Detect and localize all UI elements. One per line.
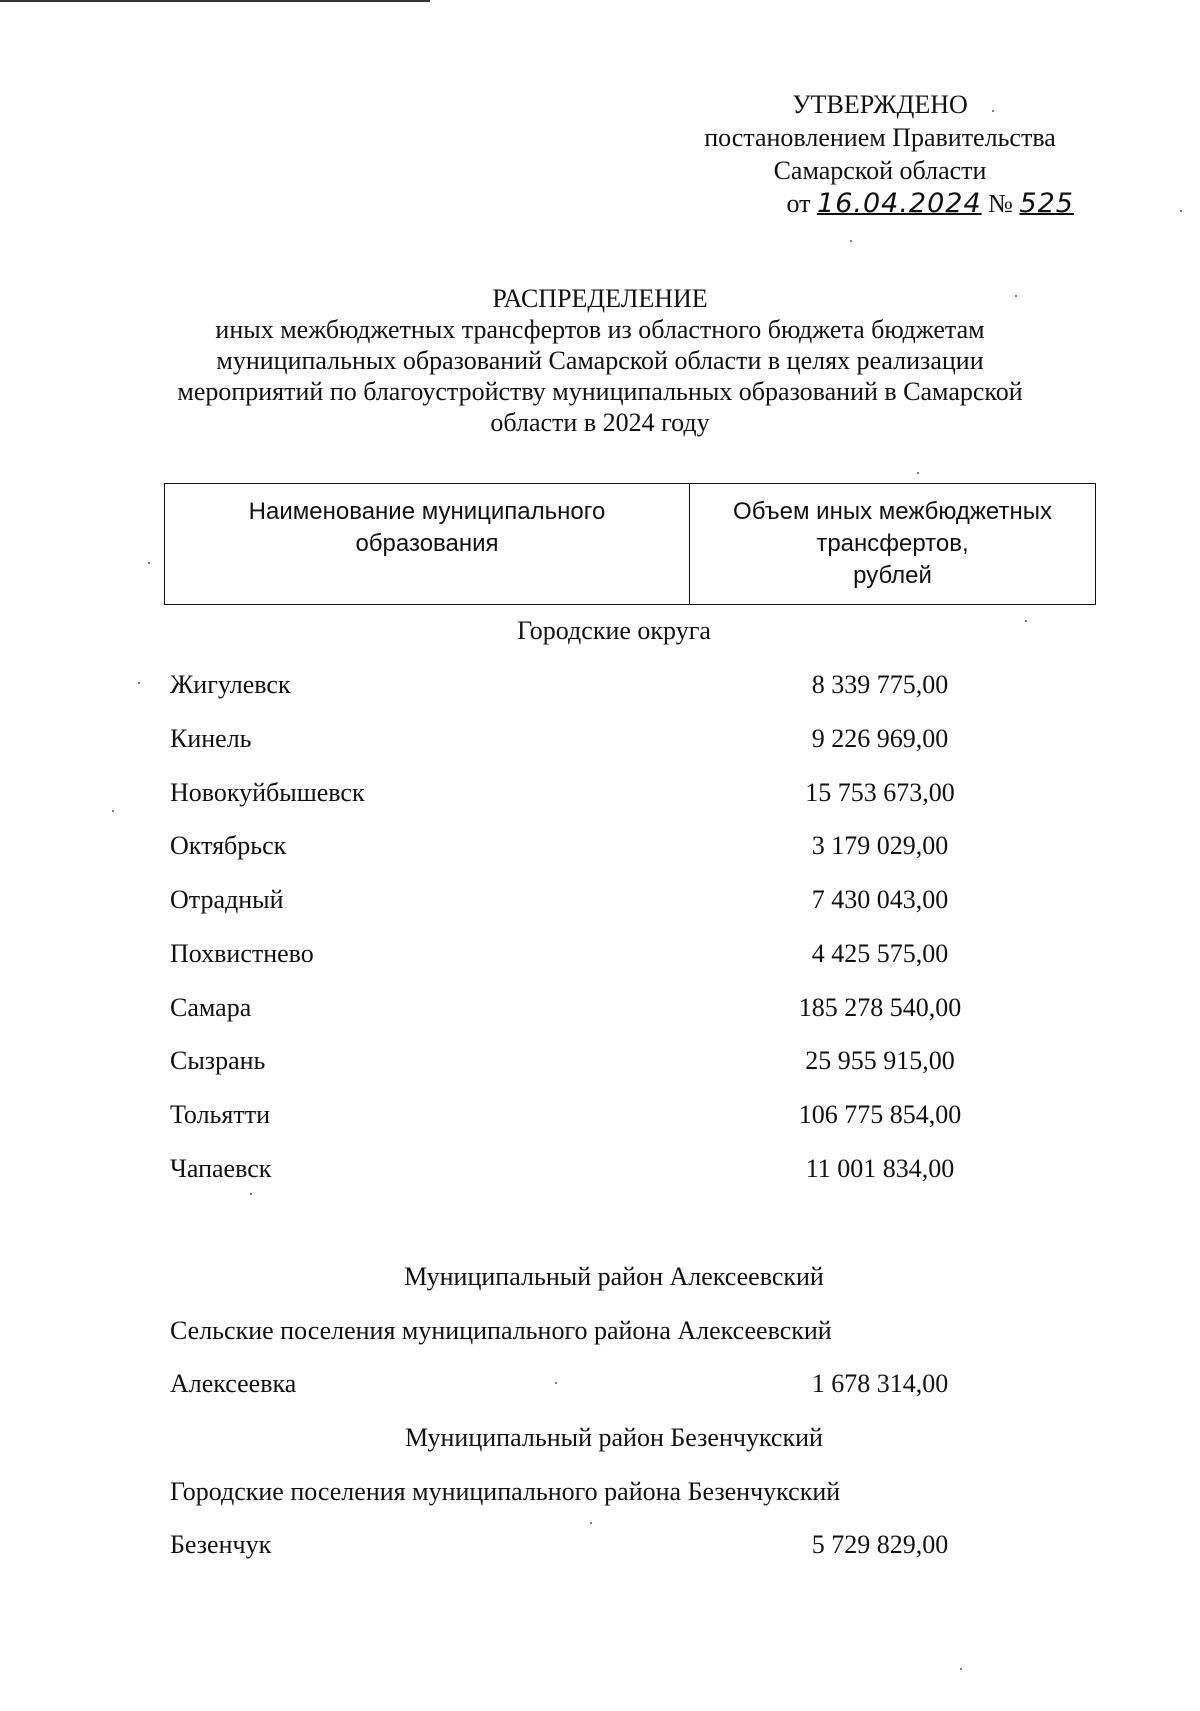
table-row-value: 25 955 915,00 (805, 1046, 955, 1075)
column-header-name (165, 484, 690, 604)
section-title-urban-districts: Городские округа (517, 616, 711, 645)
table-row-value: 15 753 673,00 (805, 778, 955, 807)
scan-edge-line (0, 0, 430, 2)
scan-speck (148, 562, 150, 564)
table-row-name: Октябрьск (170, 831, 287, 860)
approval-line-government: постановлением Правительства (704, 123, 1056, 152)
title-line-3: мероприятий по благоустройству муниципальных образований в Самарской (177, 377, 1023, 406)
scan-speck (250, 1193, 252, 1195)
title-line-2: муниципальных образований Самарской области в целях реализации (216, 346, 984, 375)
table-row-name: Чапаевск (170, 1154, 272, 1183)
table-row-value: 8 339 775,00 (811, 670, 949, 699)
table-row-value: 185 278 540,00 (798, 993, 962, 1022)
title-line-1: иных межбюджетных трансфертов из областного бюджета бюджетам (215, 315, 985, 344)
column-header-amount-line-1: Объем иных межбюджетных (733, 498, 1052, 525)
table-row-name: Безенчук (170, 1530, 272, 1559)
table-row-name: Самара (170, 993, 252, 1022)
column-header-amount-line-3: рублей (853, 562, 932, 589)
table-row-name: Похвистнево (170, 939, 314, 968)
table-row-value: 3 179 029,00 (811, 831, 949, 860)
section-title-district-bezenchuksky: Муниципальный район Безенчукский (405, 1423, 823, 1452)
table-row-name: Отрадный (170, 885, 284, 914)
scan-speck (850, 240, 852, 242)
column-header-amount (690, 484, 1095, 604)
table-header (164, 483, 1096, 605)
scan-speck (960, 1668, 962, 1670)
column-header-name-text: Наименование муниципального образования (248, 498, 606, 557)
section-title-district-alekseevsky: Муниципальный район Алексеевский (404, 1262, 824, 1291)
table-row-name: Алексеевка (170, 1369, 297, 1398)
scan-speck (1025, 620, 1027, 622)
date-prefix: от (786, 189, 811, 218)
table-row-value: 1 678 314,00 (811, 1369, 949, 1398)
subsection-title-bezenchuksky: Городские поселения муниципального района Безенчукский (170, 1477, 841, 1506)
table-row-value: 9 226 969,00 (811, 724, 949, 753)
approval-block (660, 88, 1100, 220)
title-heading: РАСПРЕДЕЛЕНИЕ (492, 284, 708, 313)
handwritten-number: 525 (1019, 188, 1074, 219)
table-row-name: Сызрань (170, 1046, 266, 1075)
table-row-name: Кинель (170, 724, 252, 753)
column-header-amount-line-2: трансфертов, (816, 530, 969, 557)
title-line-4: области в 2024 году (490, 408, 710, 437)
table-row-value: 7 430 043,00 (811, 885, 949, 914)
table-row-value: 5 729 829,00 (811, 1530, 949, 1559)
table-row-value: 11 001 834,00 (805, 1154, 955, 1183)
table-row-name: Новокуйбышевск (170, 778, 365, 807)
scan-speck (1015, 295, 1017, 297)
scan-speck (138, 682, 140, 684)
table-row-value: 106 775 854,00 (798, 1100, 962, 1129)
scan-speck (112, 810, 114, 812)
subsection-title-alekseevsky: Сельские поселения муниципального района Алексеевский (170, 1316, 832, 1345)
scan-speck (992, 110, 994, 112)
table-row-value: 4 425 575,00 (811, 939, 949, 968)
table-row-name: Жигулевск (170, 670, 291, 699)
approval-line-region: Самарской области (773, 156, 987, 185)
handwritten-date: 16.04.2024 (817, 188, 982, 219)
approval-stamp-title: УТВЕРЖДЕНО (792, 90, 968, 119)
scan-speck (590, 1522, 592, 1524)
number-prefix: № (988, 189, 1013, 218)
table-row-name: Тольятти (170, 1100, 271, 1129)
scan-speck (917, 472, 919, 474)
document-title (150, 283, 1050, 438)
scan-speck (1180, 210, 1182, 212)
approval-date-row (660, 187, 1100, 220)
scan-speck (555, 1382, 557, 1384)
